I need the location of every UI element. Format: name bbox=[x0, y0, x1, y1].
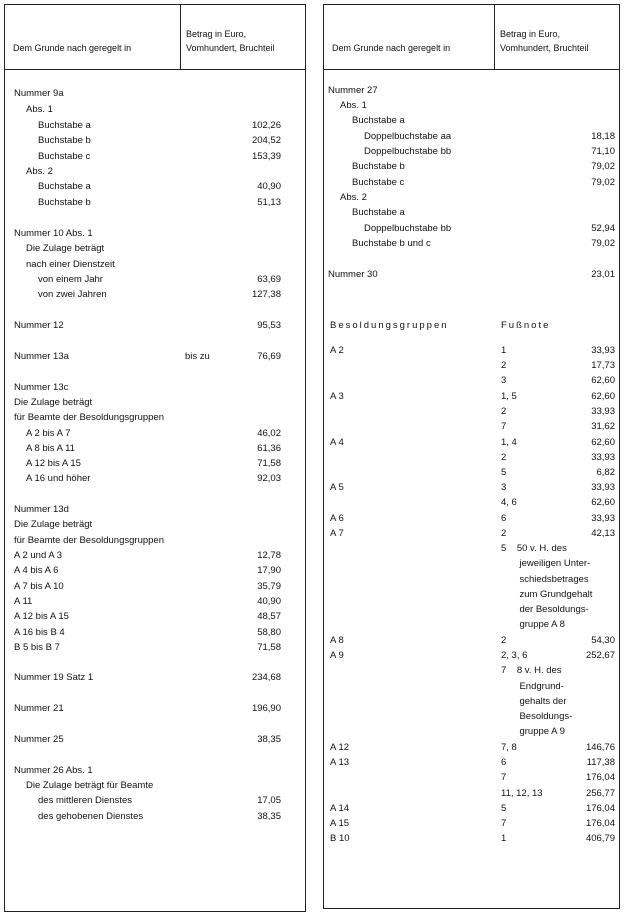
footnote-ref: 7 8 v. H. des bbox=[501, 665, 562, 676]
row-label: Buchstabe b bbox=[352, 161, 405, 172]
table-row bbox=[5, 133, 305, 149]
table-row bbox=[5, 471, 305, 487]
row-label: Abs. 1 bbox=[340, 100, 367, 111]
header-regulation-column: Dem Grunde nach geregelt in bbox=[13, 43, 132, 53]
row-label: Nummer 30 bbox=[328, 269, 378, 280]
group-row bbox=[324, 511, 619, 527]
group-row bbox=[324, 526, 619, 542]
group-value: 117,38 bbox=[586, 757, 615, 768]
row-value: 38,35 bbox=[257, 734, 281, 745]
row-value: 95,53 bbox=[257, 320, 281, 331]
footnote-ref: 7 bbox=[501, 421, 507, 432]
right-table bbox=[323, 4, 620, 909]
group-label: A 2 bbox=[330, 345, 344, 356]
row-value: 76,69 bbox=[257, 351, 281, 362]
left-table bbox=[4, 4, 306, 912]
footnote-ref: 2 bbox=[501, 360, 507, 371]
group-value: 146,76 bbox=[585, 742, 615, 753]
row-label: A 12 bis A 15 bbox=[26, 458, 81, 469]
group-row bbox=[324, 709, 619, 725]
section-footnote-label: Fußnote bbox=[501, 320, 551, 331]
group-label: A 12 bbox=[330, 742, 350, 753]
table-row bbox=[5, 226, 305, 242]
row-value: 79,02 bbox=[591, 238, 615, 249]
row-label: Buchstabe a bbox=[38, 120, 91, 131]
table-row bbox=[324, 83, 619, 99]
group-row bbox=[324, 740, 619, 756]
group-row bbox=[324, 770, 619, 786]
table-row bbox=[5, 809, 305, 825]
group-label: A 9 bbox=[330, 650, 344, 661]
group-value: 33,93 bbox=[591, 345, 615, 356]
row-value: 204,52 bbox=[251, 135, 281, 146]
group-row bbox=[324, 602, 619, 618]
row-value: 196,90 bbox=[251, 703, 281, 714]
group-value: 176,04 bbox=[585, 772, 615, 783]
group-row bbox=[324, 389, 619, 405]
table-row bbox=[5, 318, 305, 334]
group-row bbox=[324, 617, 619, 633]
group-row bbox=[324, 786, 619, 802]
row-value: 48,57 bbox=[257, 611, 281, 622]
footnote-ref: 1, 4 bbox=[501, 437, 517, 448]
row-label: von zwei Jahren bbox=[38, 289, 107, 300]
table-row bbox=[324, 236, 619, 252]
row-label: für Beamte der Besoldungsgruppen bbox=[14, 535, 164, 546]
table-row bbox=[324, 175, 619, 191]
table-row bbox=[5, 456, 305, 472]
row-value: 79,02 bbox=[591, 177, 615, 188]
row-label: A 12 bis A 15 bbox=[14, 611, 69, 622]
row-label: Buchstabe a bbox=[352, 115, 405, 126]
table-row bbox=[5, 426, 305, 442]
row-label: A 8 bis A 11 bbox=[26, 443, 75, 454]
group-value: 42,13 bbox=[591, 528, 615, 539]
group-value: 17,73 bbox=[591, 360, 615, 371]
row-label: A 16 und höher bbox=[26, 473, 91, 484]
row-label: nach einer Dienstzeit bbox=[26, 259, 115, 270]
header-amount-line2: Vomhundert, Bruchteil bbox=[500, 43, 589, 53]
group-label: A 3 bbox=[330, 391, 344, 402]
table-row bbox=[5, 118, 305, 134]
row-value: 102,26 bbox=[251, 120, 281, 131]
footnote-ref: 2 bbox=[501, 528, 507, 539]
row-label: Die Zulage beträgt für Beamte bbox=[26, 780, 154, 791]
row-label: Doppelbuchstabe bb bbox=[364, 146, 452, 157]
footnote-ref: 2 bbox=[501, 452, 507, 463]
row-label: Abs. 2 bbox=[26, 166, 53, 177]
table-row bbox=[5, 410, 305, 426]
table-row bbox=[5, 287, 305, 303]
footnote-ref: 1, 5 bbox=[501, 391, 517, 402]
row-value: 40,90 bbox=[257, 596, 281, 607]
footnote-ref: 4, 6 bbox=[501, 497, 517, 508]
group-row bbox=[324, 831, 619, 847]
table-row bbox=[5, 625, 305, 641]
row-value: 12,78 bbox=[257, 550, 281, 561]
footnote-ref: gehalts der bbox=[501, 696, 567, 707]
table-row bbox=[324, 221, 619, 237]
table-row bbox=[324, 113, 619, 129]
table-row bbox=[5, 102, 305, 118]
row-label: B 5 bis B 7 bbox=[14, 642, 60, 653]
group-row bbox=[324, 541, 619, 557]
row-label: Abs. 2 bbox=[340, 192, 367, 203]
group-value: 54,30 bbox=[591, 635, 615, 646]
row-label: Die Zulage beträgt bbox=[26, 243, 105, 254]
row-label: A 16 bis B 4 bbox=[14, 627, 65, 638]
row-value: 38,35 bbox=[257, 811, 281, 822]
group-row bbox=[324, 495, 619, 511]
row-value: 46,02 bbox=[257, 428, 281, 439]
row-label: Nummer 13c bbox=[14, 382, 69, 393]
row-label: Nummer 21 bbox=[14, 703, 64, 714]
row-label: Buchstabe b bbox=[38, 197, 91, 208]
footnote-ref: 7 bbox=[501, 818, 507, 829]
section-header-row bbox=[324, 318, 619, 334]
row-value: 71,10 bbox=[591, 146, 615, 157]
group-row bbox=[324, 587, 619, 603]
row-label: Nummer 26 Abs. 1 bbox=[14, 765, 93, 776]
group-row bbox=[324, 663, 619, 679]
row-label: Nummer 27 bbox=[328, 85, 378, 96]
group-row bbox=[324, 572, 619, 588]
row-value: 71,58 bbox=[257, 642, 281, 653]
row-value: 58,80 bbox=[257, 627, 281, 638]
table-row bbox=[5, 349, 305, 365]
table-row bbox=[5, 778, 305, 794]
footnote-ref: jeweiligen Unter- bbox=[501, 558, 591, 569]
footnote-ref: gruppe A 9 bbox=[501, 726, 565, 737]
table-row bbox=[324, 129, 619, 145]
row-value: 18,18 bbox=[591, 131, 615, 142]
footnote-ref: 1 bbox=[501, 833, 507, 844]
table-row bbox=[5, 502, 305, 518]
table-row bbox=[5, 701, 305, 717]
group-label: B 10 bbox=[330, 833, 350, 844]
row-value: 63,69 bbox=[257, 274, 281, 285]
table-row bbox=[5, 395, 305, 411]
table-row bbox=[5, 594, 305, 610]
table-row bbox=[5, 609, 305, 625]
footnote-ref: 6 bbox=[501, 513, 507, 524]
row-value: 40,90 bbox=[257, 181, 281, 192]
group-row bbox=[324, 801, 619, 817]
table-row bbox=[5, 164, 305, 180]
group-row bbox=[324, 373, 619, 389]
group-row bbox=[324, 465, 619, 481]
group-row bbox=[324, 816, 619, 832]
row-label: des mittleren Dienstes bbox=[38, 795, 132, 806]
group-label: A 14 bbox=[330, 803, 350, 814]
group-value: 62,60 bbox=[591, 437, 615, 448]
group-label: A 13 bbox=[330, 757, 350, 768]
table-row bbox=[5, 149, 305, 165]
group-label: A 4 bbox=[330, 437, 344, 448]
row-label: A 4 bis A 6 bbox=[14, 565, 59, 576]
left-table-body bbox=[5, 5, 305, 911]
footnote-ref: der Besoldungs- bbox=[501, 604, 589, 615]
row-label: von einem Jahr bbox=[38, 274, 103, 285]
table-row bbox=[5, 548, 305, 564]
group-label: A 5 bbox=[330, 482, 344, 493]
footnote-ref: 6 bbox=[501, 757, 507, 768]
table-row bbox=[324, 267, 619, 283]
table-row bbox=[324, 98, 619, 114]
section-label: Besoldungsgruppen bbox=[330, 320, 449, 331]
row-value: 153,39 bbox=[251, 151, 281, 162]
table-row bbox=[5, 380, 305, 396]
group-row bbox=[324, 480, 619, 496]
group-value: 176,04 bbox=[585, 803, 615, 814]
group-label: A 8 bbox=[330, 635, 344, 646]
group-row bbox=[324, 724, 619, 740]
table-row bbox=[5, 195, 305, 211]
group-label: A 7 bbox=[330, 528, 344, 539]
row-label: A 2 und A 3 bbox=[14, 550, 63, 561]
header-amount-line2: Vomhundert, Bruchteil bbox=[186, 43, 275, 53]
header-regulation-column: Dem Grunde nach geregelt in bbox=[332, 43, 451, 53]
group-row bbox=[324, 343, 619, 359]
row-label: Buchstabe a bbox=[352, 207, 405, 218]
footnote-ref: Besoldungs- bbox=[501, 711, 573, 722]
group-value: 33,93 bbox=[591, 482, 615, 493]
group-row bbox=[324, 633, 619, 649]
group-row bbox=[324, 648, 619, 664]
group-value: 6,82 bbox=[596, 467, 615, 478]
row-value: 71,58 bbox=[257, 458, 281, 469]
row-label: Nummer 9a bbox=[14, 88, 64, 99]
row-value: 79,02 bbox=[591, 161, 615, 172]
table-row bbox=[5, 579, 305, 595]
group-row bbox=[324, 435, 619, 451]
table-row bbox=[5, 563, 305, 579]
footnote-ref: 5 bbox=[501, 467, 507, 478]
table-row bbox=[5, 533, 305, 549]
group-row bbox=[324, 404, 619, 420]
row-label: Nummer 13d bbox=[14, 504, 69, 515]
table-row bbox=[5, 640, 305, 656]
row-label: Buchstabe c bbox=[352, 177, 405, 188]
row-value: 127,38 bbox=[251, 289, 281, 300]
row-label: A 7 bis A 10 bbox=[14, 581, 64, 592]
footnote-ref: 3 bbox=[501, 482, 507, 493]
row-label: Buchstabe b bbox=[38, 135, 91, 146]
group-row bbox=[324, 755, 619, 771]
table-row bbox=[5, 793, 305, 809]
group-value: 62,60 bbox=[591, 391, 615, 402]
table-row bbox=[5, 732, 305, 748]
row-label: A 2 bis A 7 bbox=[26, 428, 71, 439]
group-label: A 15 bbox=[330, 818, 350, 829]
row-value: 23,01 bbox=[591, 269, 615, 280]
footnote-ref: schiedsbetrages bbox=[501, 574, 589, 585]
row-label: Buchstabe a bbox=[38, 181, 91, 192]
group-row bbox=[324, 556, 619, 572]
row-label: Nummer 19 Satz 1 bbox=[14, 672, 94, 683]
table-row bbox=[324, 144, 619, 160]
row-value: 61,36 bbox=[257, 443, 281, 454]
right-table-body bbox=[324, 5, 619, 908]
footnote-ref: 5 bbox=[501, 803, 507, 814]
table-row bbox=[5, 257, 305, 273]
row-label: für Beamte der Besoldungsgruppen bbox=[14, 412, 164, 423]
table-row bbox=[5, 441, 305, 457]
row-label: Die Zulage beträgt bbox=[14, 519, 93, 530]
row-label: Abs. 1 bbox=[26, 104, 53, 115]
group-value: 256,77 bbox=[585, 788, 615, 799]
row-value: 234,68 bbox=[251, 672, 281, 683]
footnote-ref: zum Grundgehalt bbox=[501, 589, 593, 600]
row-label: des gehobenen Dienstes bbox=[38, 811, 144, 822]
row-qualifier: bis zu bbox=[185, 351, 210, 362]
table-row bbox=[5, 763, 305, 779]
row-value: 92,03 bbox=[257, 473, 281, 484]
header-amount-line1: Betrag in Euro, bbox=[186, 29, 247, 39]
row-label: Die Zulage beträgt bbox=[14, 397, 93, 408]
group-row bbox=[324, 679, 619, 695]
group-value: 33,93 bbox=[591, 513, 615, 524]
group-row bbox=[324, 450, 619, 466]
row-value: 52,94 bbox=[591, 223, 615, 234]
footnote-ref: 7, 8 bbox=[501, 742, 517, 753]
row-label: Doppelbuchstabe bb bbox=[364, 223, 452, 234]
group-value: 33,93 bbox=[591, 406, 615, 417]
row-label: Buchstabe b und c bbox=[352, 238, 431, 249]
table-row bbox=[5, 670, 305, 686]
footnote-ref: 5 50 v. H. des bbox=[501, 543, 567, 554]
group-value: 406,79 bbox=[585, 833, 615, 844]
group-value: 62,60 bbox=[591, 497, 615, 508]
row-label: Nummer 10 Abs. 1 bbox=[14, 228, 93, 239]
footnote-ref: Endgrund- bbox=[501, 681, 564, 692]
table-row bbox=[5, 179, 305, 195]
footnote-ref: 2 bbox=[501, 406, 507, 417]
footnote-ref: 2, 3, 6 bbox=[501, 650, 528, 661]
group-row bbox=[324, 694, 619, 710]
table-row bbox=[324, 205, 619, 221]
table-row bbox=[5, 241, 305, 257]
group-value: 176,04 bbox=[585, 818, 615, 829]
row-label: Doppelbuchstabe aa bbox=[364, 131, 452, 142]
table-row bbox=[5, 517, 305, 533]
footnote-ref: 7 bbox=[501, 772, 507, 783]
footnote-ref: gruppe A 8 bbox=[501, 619, 565, 630]
table-row bbox=[324, 190, 619, 206]
table-row bbox=[324, 159, 619, 175]
group-row bbox=[324, 419, 619, 435]
footnote-ref: 1 bbox=[501, 345, 507, 356]
footnote-ref: 2 bbox=[501, 635, 507, 646]
group-row bbox=[324, 358, 619, 374]
table-row bbox=[5, 86, 305, 102]
header-amount-line1: Betrag in Euro, bbox=[500, 29, 561, 39]
table-row bbox=[5, 272, 305, 288]
footnote-ref: 3 bbox=[501, 375, 507, 386]
row-label: Nummer 12 bbox=[14, 320, 64, 331]
row-label: Nummer 13a bbox=[14, 351, 69, 362]
row-label: Buchstabe c bbox=[38, 151, 91, 162]
row-value: 35,79 bbox=[257, 581, 281, 592]
group-value: 62,60 bbox=[591, 375, 615, 386]
group-value: 33,93 bbox=[591, 452, 615, 463]
row-value: 17,05 bbox=[257, 795, 281, 806]
row-value: 51,13 bbox=[257, 197, 281, 208]
group-value: 31,62 bbox=[591, 421, 615, 432]
row-label: Nummer 25 bbox=[14, 734, 64, 745]
footnote-ref: 11, 12, 13 bbox=[501, 788, 543, 799]
group-value: 252,67 bbox=[585, 650, 615, 661]
row-value: 17,90 bbox=[257, 565, 281, 576]
group-label: A 6 bbox=[330, 513, 344, 524]
row-label: A 11 bbox=[14, 596, 33, 607]
